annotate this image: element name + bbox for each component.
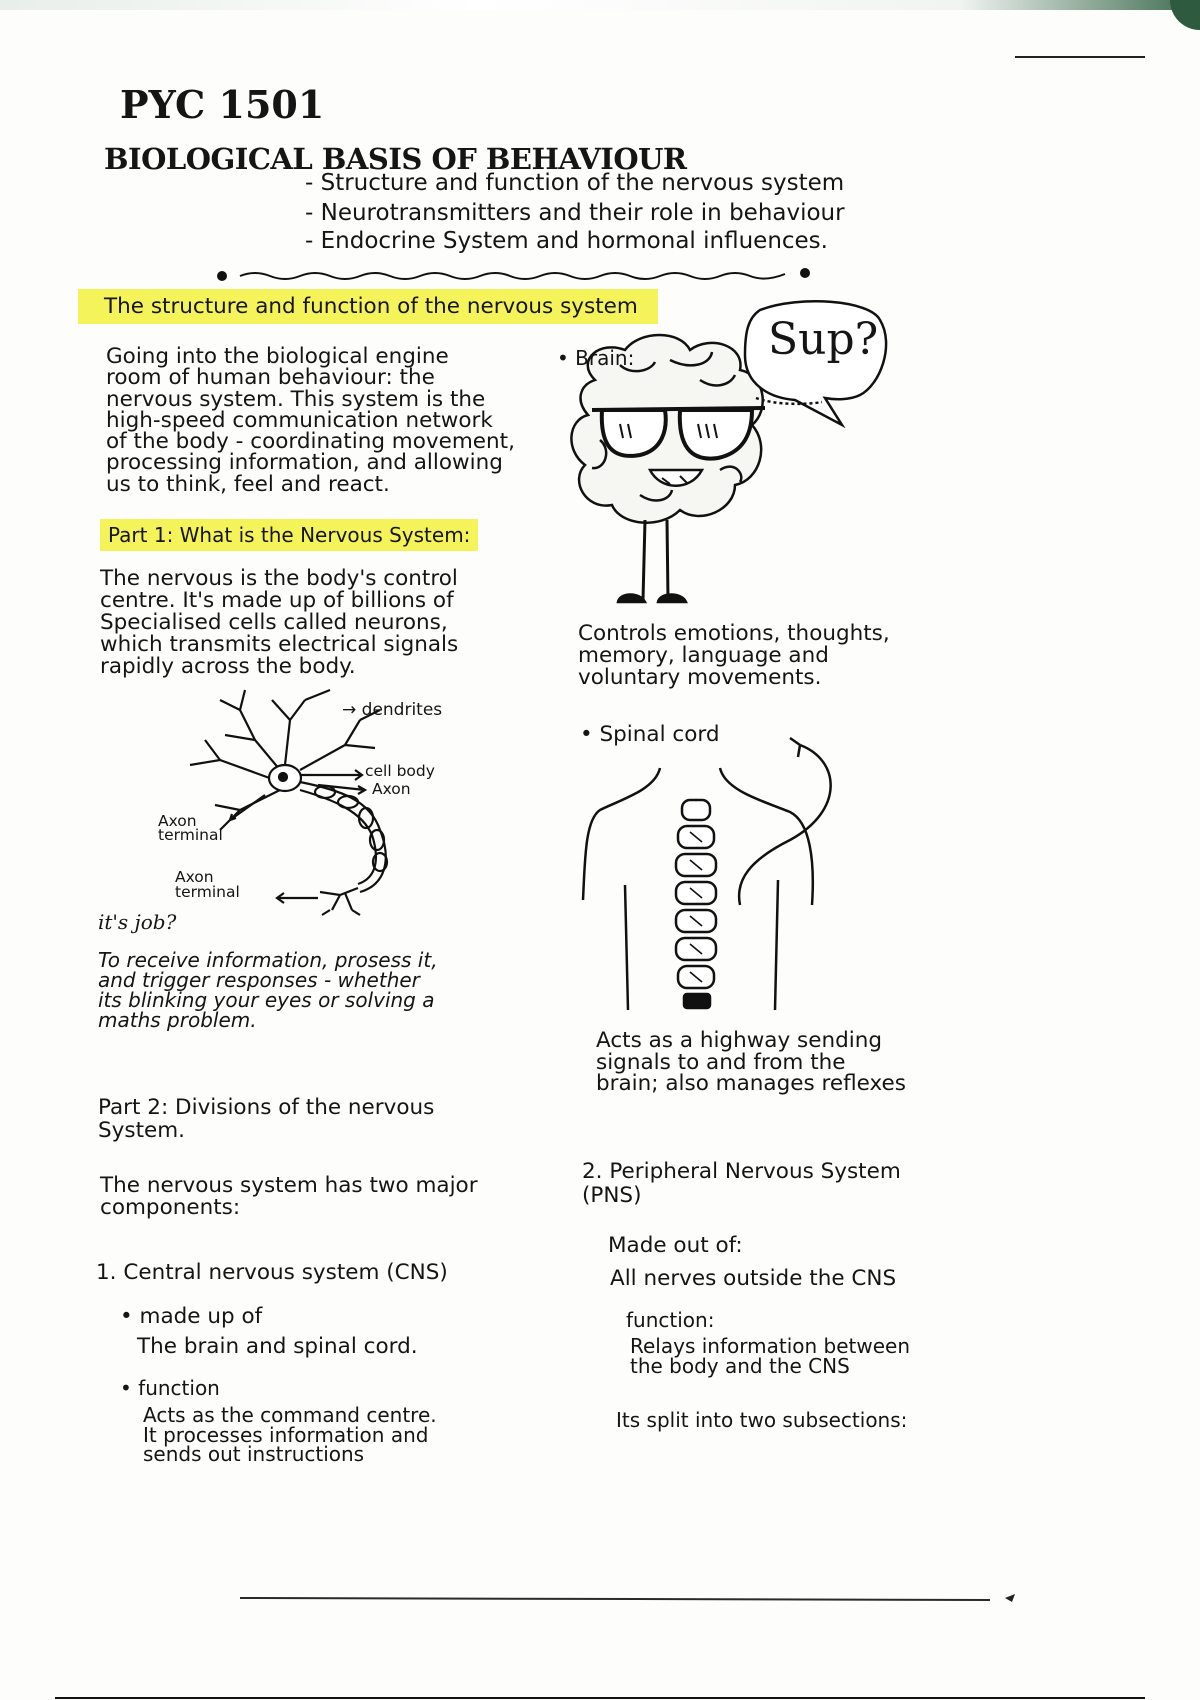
cns-function-label: • function	[120, 1376, 220, 1400]
part2-intro: The nervous system has two major components:	[100, 1173, 478, 1220]
job-question: it's job?	[98, 910, 177, 934]
pns-made-text: All nerves outside the CNS	[610, 1266, 897, 1291]
spinal-label: • Spinal cord	[580, 722, 720, 747]
cns-made-text: The brain and spinal cord.	[137, 1334, 418, 1359]
bottom-rule	[240, 1598, 990, 1600]
course-title: BIOLOGICAL BASIS OF BEHAVIOUR	[104, 142, 687, 176]
pns-split: Its split into two subsections:	[616, 1408, 908, 1432]
part1-heading	[100, 525, 478, 545]
pns-function-label: function:	[626, 1308, 715, 1332]
spinal-cord-drawing	[583, 738, 831, 1010]
brain-description: Controls emotions, thoughts, memory, language and voluntary movements.	[578, 621, 890, 691]
pns-function-text: Relays information between the body and the CNS	[630, 1334, 910, 1378]
intro-paragraph: Going into the biological engine room of human behaviour: the nervous system. This system is the high-speed communication network of the body - coordinating movement, processing information, and allowing us to think, feel and react.	[106, 344, 515, 497]
label-cell-body: cell body	[365, 762, 435, 780]
wavy-divider	[217, 268, 810, 281]
part2-heading: Part 2: Divisions of the nervous System.	[98, 1095, 435, 1143]
brain-cartoon	[571, 335, 765, 602]
topic-2: - Neurotransmitters and their role in behaviour	[305, 200, 845, 226]
label-axon-terminal-bottom: Axon terminal	[175, 868, 240, 901]
brain-label: • Brain:	[557, 346, 635, 370]
label-dendrites: → dendrites	[342, 700, 443, 720]
job-answer: To receive information, prosess it, and trigger responses - whether its blinking your eyes or solving a maths problem.	[98, 948, 438, 1032]
part1-body: The nervous is the body's control centre. It's made up of billions of Specialised cells called neurons, which transmits electrical signals rapidly across the body.	[100, 566, 459, 679]
part1-heading-text: Part 1: What is the Nervous System:	[100, 519, 478, 551]
pns-made-label: Made out of:	[608, 1233, 743, 1258]
section-heading-text: The structure and function of the nervous system	[78, 289, 658, 324]
cns-heading: 1. Central nervous system (CNS)	[96, 1260, 448, 1285]
speech-text: Sup?	[768, 314, 879, 365]
section-heading	[78, 296, 658, 318]
cns-made-label: • made up of	[120, 1304, 263, 1329]
topic-3: - Endocrine System and hormonal influences.	[305, 228, 828, 254]
pns-heading: 2. Peripheral Nervous System (PNS)	[582, 1159, 901, 1208]
label-axon-terminal-left: Axon terminal	[158, 812, 223, 844]
topic-1: - Structure and function of the nervous system	[305, 170, 845, 196]
course-code: PYC 1501	[120, 82, 325, 127]
corner-mark	[1005, 1594, 1015, 1602]
label-axon: Axon	[372, 780, 411, 798]
spinal-description: Acts as a highway sending signals to and from the brain; also manages reflexes	[596, 1028, 906, 1096]
cns-function-text: Acts as the command centre. It processes information and sends out instructions	[143, 1403, 437, 1467]
